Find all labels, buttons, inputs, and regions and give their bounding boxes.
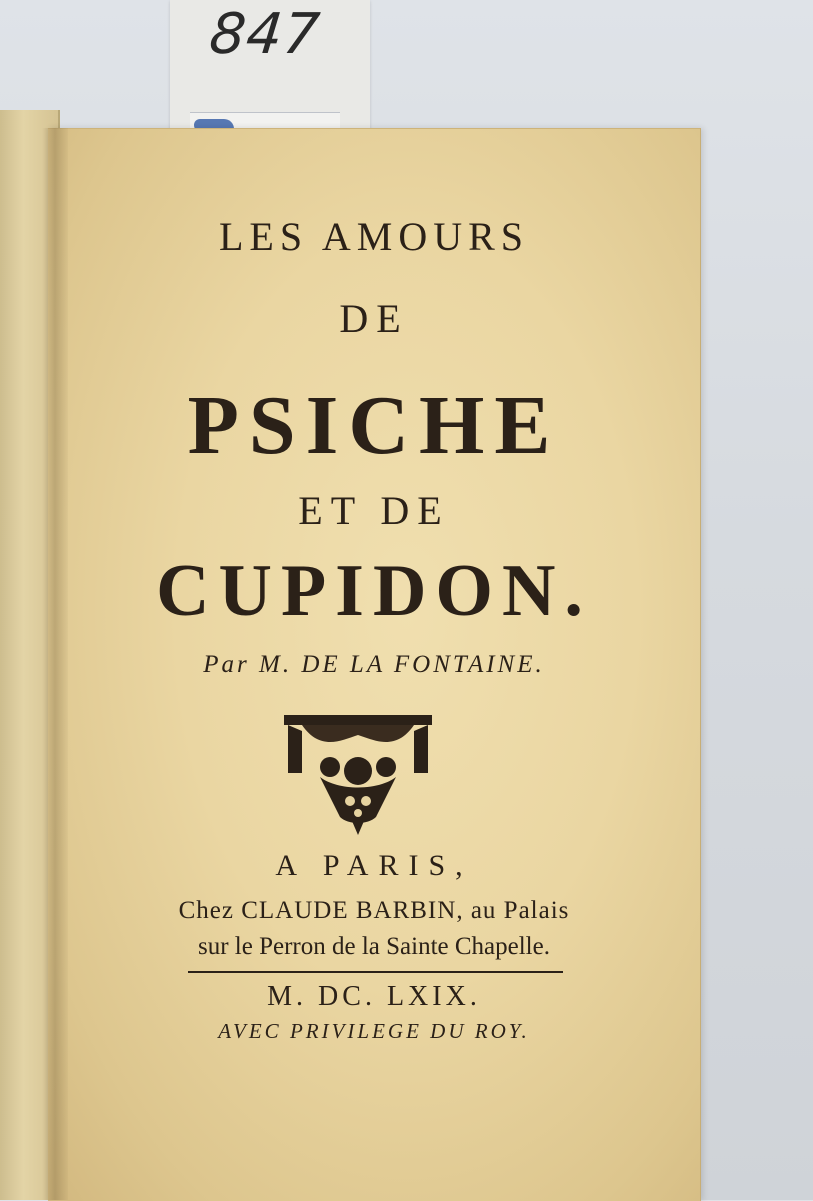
title-line-4: ET DE <box>298 488 450 533</box>
title-page <box>48 128 701 1201</box>
imprint-city: A PARIS, <box>275 849 473 882</box>
author-line: Par M. DE LA FONTAINE. <box>203 651 545 678</box>
imprint-line-2: sur le Perron de la Sainte Chapelle. <box>198 933 550 960</box>
imprint-line-1: Chez CLAUDE BARBIN, au Palais <box>178 897 570 924</box>
title-line-5: CUPIDON. <box>156 550 592 632</box>
title-line-2: DE <box>339 296 409 341</box>
privilege-line: AVEC PRIVILEGE DU ROY. <box>218 1019 530 1043</box>
gutter-shadow <box>42 128 68 1200</box>
call-number: 847 <box>206 2 324 67</box>
title-line-1: LES AMOURS <box>218 214 530 259</box>
title-line-3: PSICHE <box>187 379 561 472</box>
ornament-icon <box>280 711 436 837</box>
divider-rule <box>188 971 563 973</box>
publication-year: M. DC. LXIX. <box>267 981 481 1012</box>
